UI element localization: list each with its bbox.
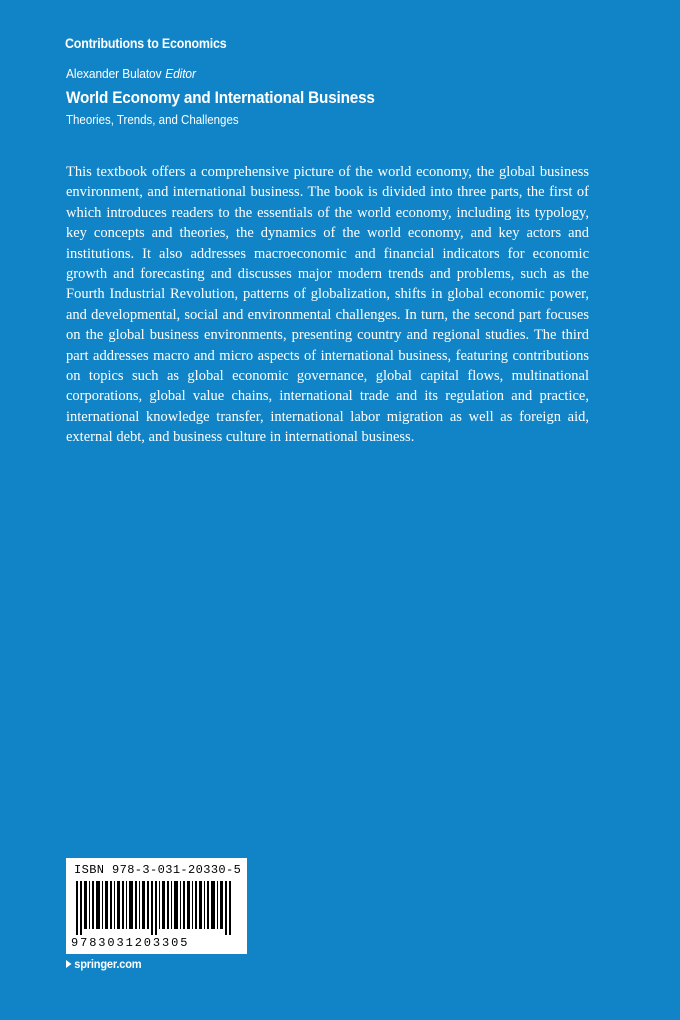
publisher-link[interactable]	[66, 957, 141, 971]
barcode-digits: 9783031203305	[71, 936, 190, 950]
series-name: Contributions to Economics	[65, 36, 227, 51]
barcode-box	[66, 858, 247, 954]
triangle-right-icon	[66, 960, 72, 968]
isbn-label: ISBN 978-3-031-20330-5	[74, 863, 242, 877]
editor-line	[66, 66, 196, 81]
editor-role: Editor	[165, 66, 196, 81]
barcode-icon	[76, 881, 236, 935]
book-subtitle: Theories, Trends, and Challenges	[66, 113, 239, 127]
editor-name: Alexander Bulatov	[66, 66, 162, 81]
publisher-link-label: springer.com	[74, 957, 142, 971]
book-title: World Economy and International Business	[66, 88, 375, 107]
book-description: This textbook offers a comprehensive picture of the world economy, the global business environment, and international business. The book is divided into three parts, the first of which introduces readers to the essentials of the world economy, including its typology, key concepts and theories, the dynamics of the world economy, and key actors and institutions. It also addresses macroeconomic and financial indicators for economic growth and forecasting and discusses major modern trends and problems, such as the Fourth Industrial Revolution, patterns of globalization, shifts in global economic power, and developmental, social and environmental challenges. In turn, the second part focuses on the global business environments, presenting country and regional studies. The third part addresses macro and micro aspects of international business, featuring contributions on topics such as global economic governance, global capital flows, multinational corporations, global value chains, international trade and its regulation and practice, international knowledge transfer, international labor migration as well as foreign aid, external debt, and business culture in international business.	[66, 164, 589, 446]
